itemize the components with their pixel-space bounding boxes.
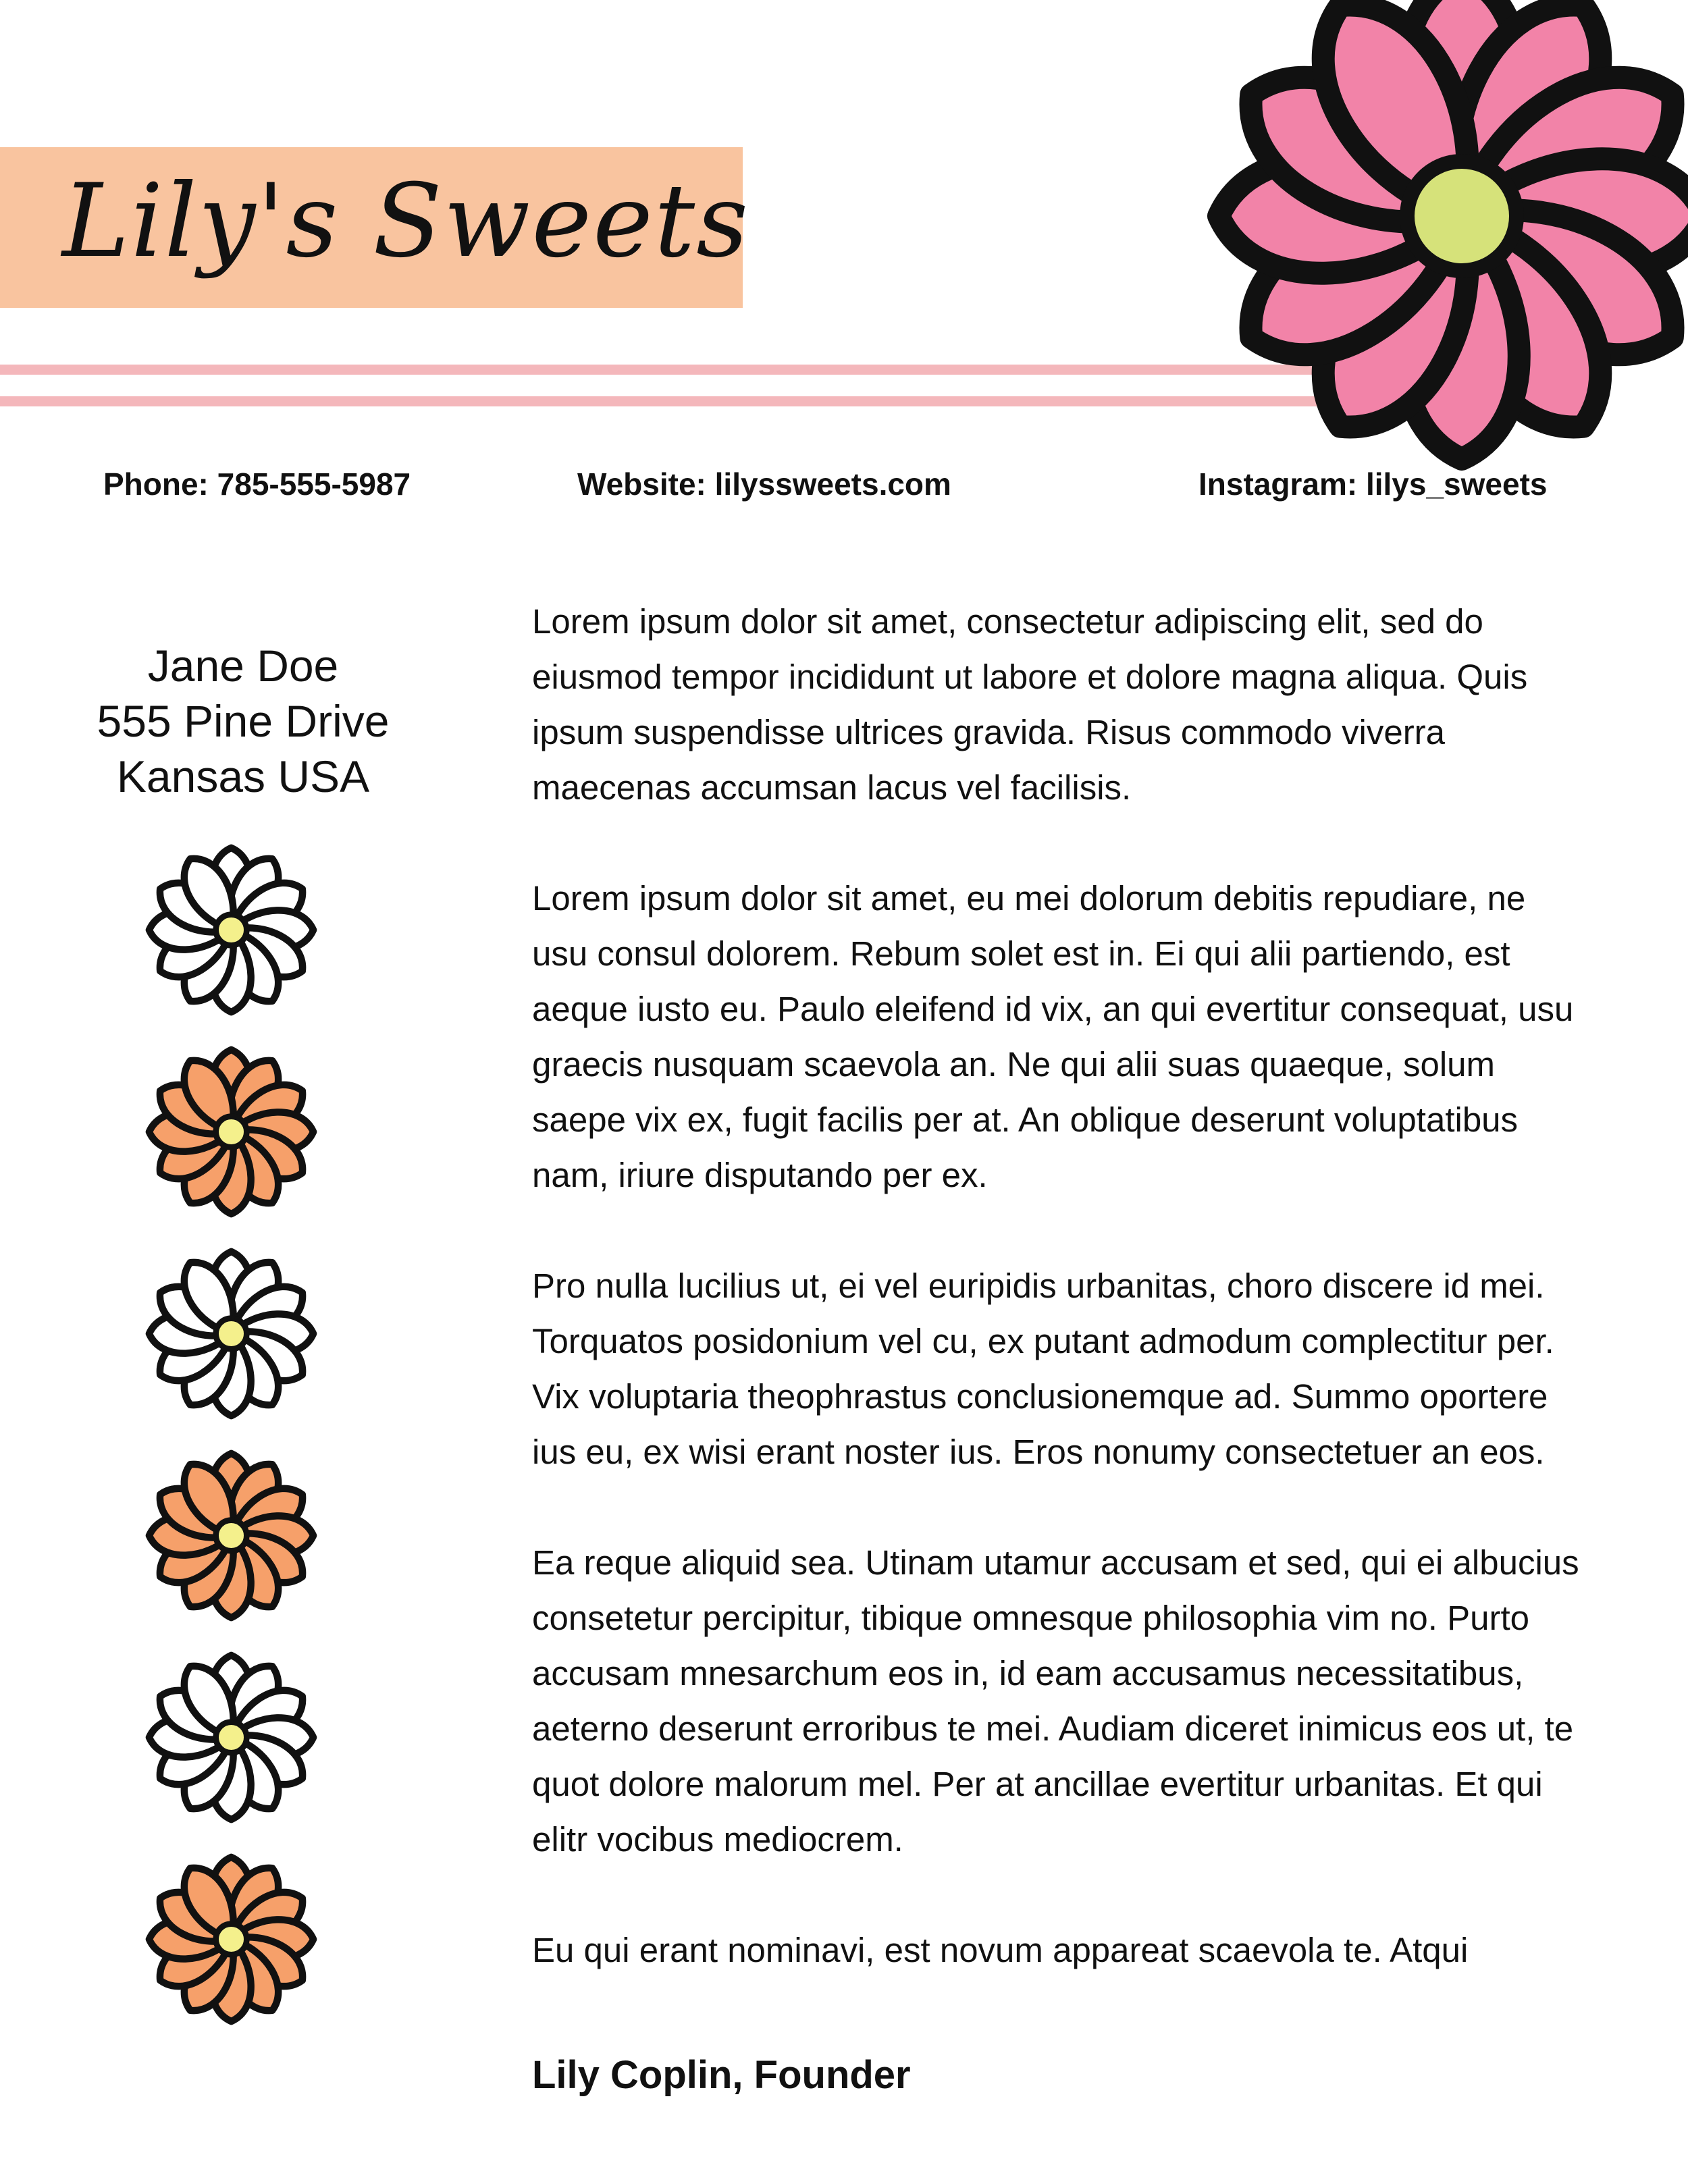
daisy-center [216, 1722, 247, 1753]
recipient-address [41, 638, 446, 804]
orange-daisy-icon [135, 1439, 327, 1632]
recipient-region: Kansas USA [116, 751, 370, 801]
header-rule-top [0, 365, 1350, 375]
pink-daisy-icon [1185, 0, 1688, 473]
daisy-center [216, 1319, 247, 1350]
contact-phone: Phone: 785-555-5987 [103, 467, 411, 502]
white-daisy-icon [135, 1641, 327, 1834]
signature: Lily Coplin, Founder [532, 2053, 911, 2097]
white-daisy-icon [135, 1237, 327, 1430]
daisy-center [216, 915, 247, 946]
contact-instagram[interactable]: Instagram: lilys_sweets [1198, 467, 1548, 502]
body-paragraph: Lorem ipsum dolor sit amet, consectetur adipiscing elit, sed do eiusmod tempor incididunt ut labore et dolore magna aliqua. Quis ipsum suspendisse ultrices gravida. Risus commodo viverra maecenas accumsan lacus vel facilisis. [532, 602, 1528, 807]
daisy-center [216, 1117, 247, 1148]
white-daisy-icon [135, 834, 327, 1026]
recipient-street: 555 Pine Drive [97, 696, 390, 746]
body-paragraph: Lorem ipsum dolor sit amet, eu mei dolorum debitis repudiare, ne usu consul dolorem. Rebum solet est in. Ei qui alii partiendo, est aeque iusto eu. Paulo eleifend id vix, an qui evertitur consequat, usu graecis nusquam scaevola an. Ne qui alii suas quaeque, solum saepe vix ex, fugit facilis per at. An oblique deserunt voluptatibus nam, iriure disputando per ex. [532, 879, 1574, 1194]
body-paragraph: Pro nulla lucilius ut, ei vel euripidis urbanitas, choro discere id mei. Torquatos posidonium vel cu, ex putant admodum complectitur per. Vix voluptaria theophrastus conclusionemque ad. Summo oportere ius eu, ex wisi erant noster ius. Eros nonumy consectetuer an eos. [532, 1267, 1554, 1471]
body-paragraph: Ea reque aliquid sea. Utinam utamur accusam et sed, qui ei albucius consetetur percipitur, tibique omnesque philosophia vim no. Purto accusam mnesarchum eos in, id eam accusamus necessitatibus, aeterno deserunt erroribus te mei. Audiam diceret inimicus eos ut, te quot dolore malorum mel. Per at ancillae evertitur urbanitas. Et qui elitr vocibus mediocrem. [532, 1543, 1579, 1859]
letter-body [532, 594, 1585, 2033]
orange-daisy-icon [135, 1843, 327, 2035]
orange-daisy-icon [135, 1036, 327, 1228]
contact-website[interactable]: Website: lilyssweets.com [577, 467, 951, 502]
recipient-name: Jane Doe [147, 641, 339, 691]
body-paragraph: Eu qui erant nominavi, est novum appareat scaevola te. Atqui [532, 1931, 1469, 1969]
daisy-center-fill [1415, 169, 1509, 263]
daisy-center [216, 1520, 247, 1551]
decorative-flower-column [135, 834, 338, 2045]
header-rule-bottom [0, 396, 1350, 406]
brand-title: Lily's Sweets [62, 163, 750, 280]
daisy-center [216, 1924, 247, 1955]
